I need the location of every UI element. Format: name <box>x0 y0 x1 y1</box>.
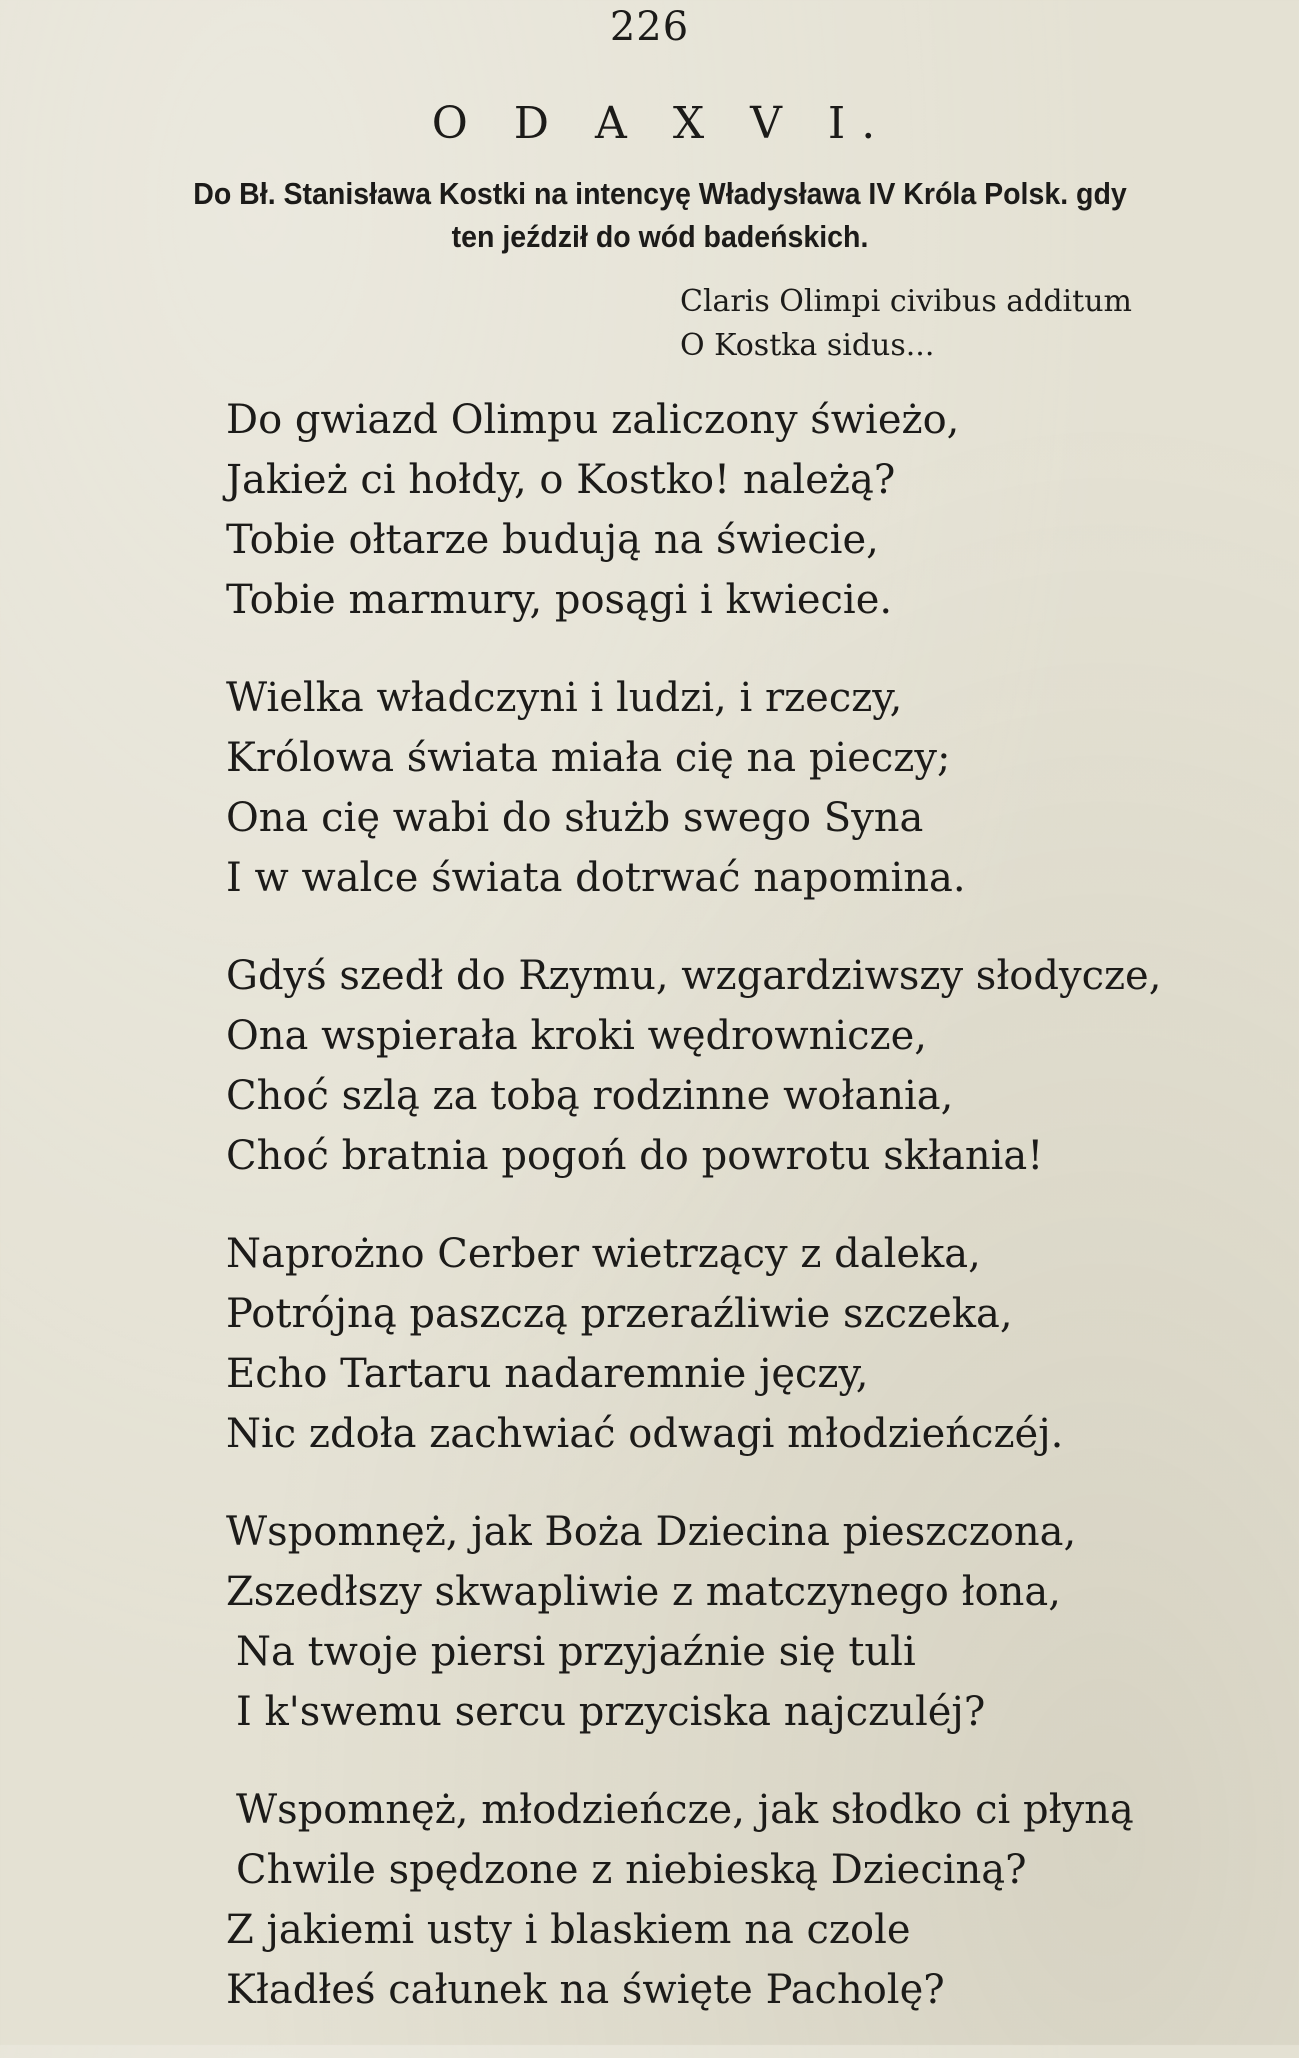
poem-line: Naprożno Cerber wietrzący z daleka, <box>226 1231 981 1277</box>
poem-line: Na twoje piersi przyjaźnie się tuli <box>236 1629 916 1675</box>
poem-line: I w walce świata dotrwać napomina. <box>226 855 966 901</box>
poem-line: Zszedłszy skwapliwie z matczynego łona, <box>226 1569 1061 1615</box>
stanza-5 <box>226 1502 1266 1780</box>
poem-line: Ona cię wabi do służb swego Syna <box>226 795 924 841</box>
poem-line: I k'swemu sercu przyciska najczuléj? <box>236 1689 986 1735</box>
poem-line: Z jakiemi usty i blaskiem na czole <box>226 1907 911 1953</box>
poem-line: Wspomnęż, młodzieńcze, jak słodko ci płyną <box>236 1787 1134 1833</box>
poem-line: Tobie marmury, posągi i kwiecie. <box>226 577 893 623</box>
stanza-2 <box>226 668 1266 946</box>
poem-line: Chwile spędzone z niebieską Dzieciną? <box>236 1847 1027 1893</box>
epigraph <box>680 280 1240 368</box>
poem-line: Choć szlą za tobą rodzinne wołania, <box>226 1073 954 1119</box>
poem-line: Wielka władczyni i ludzi, i rzeczy, <box>226 675 903 721</box>
poem-body <box>226 390 1266 2058</box>
poem-line: Tobie ołtarze budują na świecie, <box>226 517 879 563</box>
poem-line: Echo Tartaru nadaremnie jęczy, <box>226 1351 869 1397</box>
poem-line: Do gwiazd Olimpu zaliczony świeżo, <box>226 397 960 443</box>
poem-line: Wspomnęż, jak Boża Dziecina pieszczona, <box>226 1509 1077 1555</box>
stanza-1 <box>226 390 1266 668</box>
dedication <box>145 172 1175 258</box>
stanza-6 <box>226 1780 1266 2058</box>
page-number: 226 <box>609 4 690 50</box>
epigraph-line: O Kostka sidus... <box>680 328 935 363</box>
stanza-4 <box>226 1224 1266 1502</box>
dedication-line: ten jeździł do wód badeńskich. <box>451 219 869 254</box>
stanza-3 <box>226 946 1266 1224</box>
poem-line: Królowa świata miała cię na pieczy; <box>226 735 951 781</box>
poem-line: Gdyś szedł do Rzymu, wzgardziwszy słodycze, <box>226 953 1162 999</box>
poem-line: Ona wspierała kroki wędrownicze, <box>226 1013 928 1059</box>
epigraph-line: Claris Olimpi civibus additum <box>680 284 1132 319</box>
poem-line: Potrójną paszczą przeraźliwie szczeka, <box>226 1291 1013 1337</box>
poem-line: Kładłeś całunek na święte Pacholę? <box>226 1967 945 2013</box>
poem-line: Jakież ci hołdy, o Kostko! należą? <box>226 457 896 503</box>
poem-line: Choć bratnia pogoń do powrotu skłania! <box>226 1133 1044 1179</box>
dedication-line: Do Bł. Stanisława Kostki na intencyę Władysława IV Króla Polsk. gdy <box>193 176 1127 211</box>
poem-line: Nic zdoła zachwiać odwagi młodzieńczéj. <box>226 1411 1064 1457</box>
ode-title: O D A X V I. <box>431 98 892 149</box>
